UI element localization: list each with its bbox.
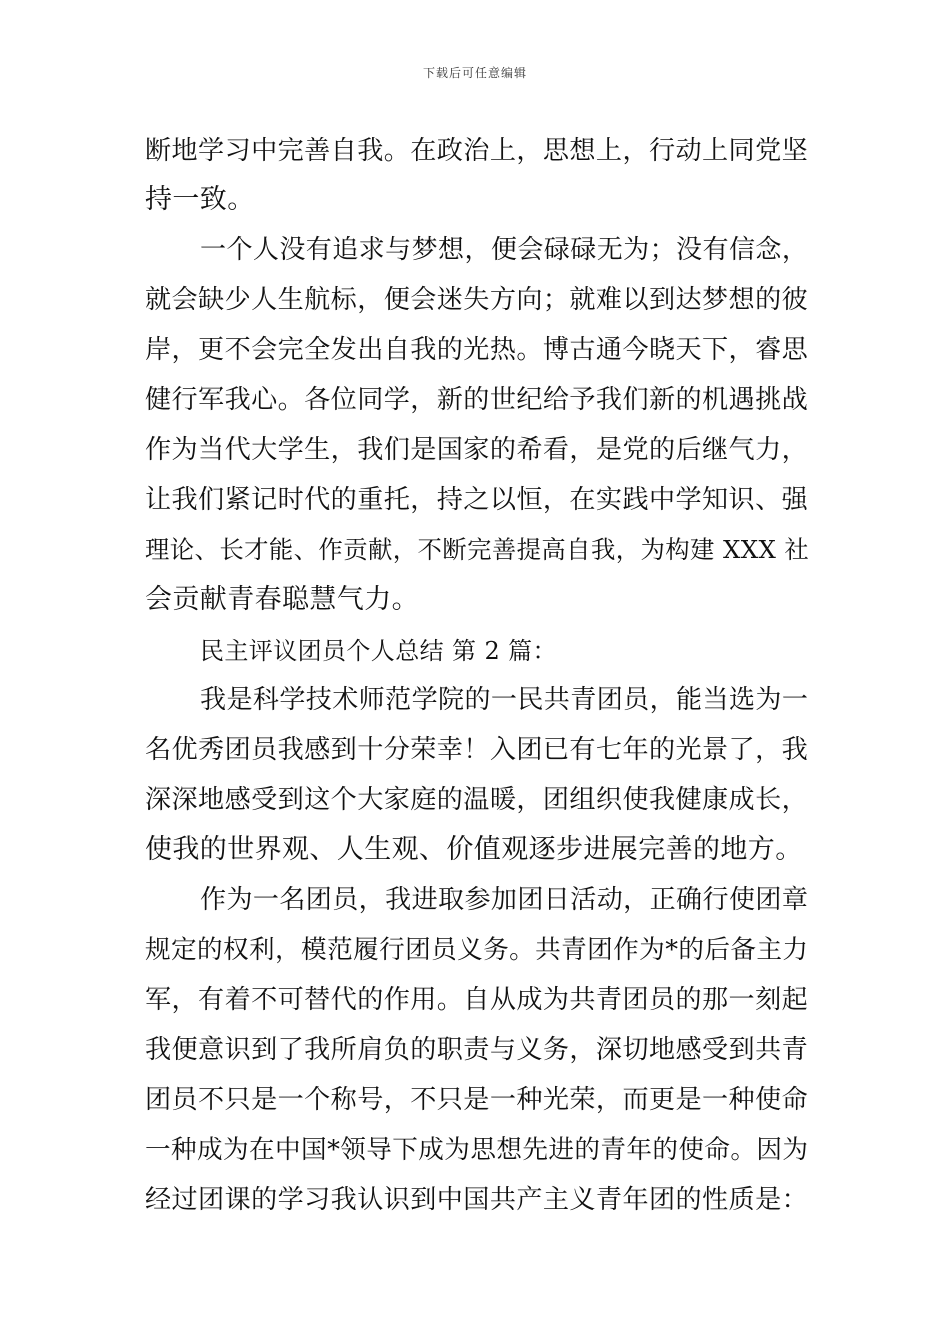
section-heading: 民主评议团员个人总结 第 2 篇： [200, 637, 557, 665]
paragraph-line: 我是科学技术师范学院的一民共青团员，能当选为一 [200, 685, 809, 715]
paragraph-line: 理论、长才能、作贡献，不断完善提高自我，为构建 XXX 社 [145, 535, 810, 564]
paragraph-line: 名优秀团员我感到十分荣幸！入团已有七年的光景了，我 [145, 735, 809, 765]
paragraph-line: 作为当代大学生，我们是国家的希看，是党的后继气力， [145, 435, 809, 465]
paragraph-line: 作为一名团员，我进取参加团日活动，正确行使团章 [200, 885, 809, 915]
paragraph-line: 断地学习中完善自我。在政治上，思想上，行动上同党坚 [145, 136, 809, 166]
paragraph-line: 健行军我心。各位同学，新的世纪给予我们新的机遇挑战 [145, 385, 809, 415]
paragraph-line: 就会缺少人生航标，便会迷失方向；就难以到达梦想的彼 [145, 285, 809, 315]
paragraph-line: 让我们紧记时代的重托，持之以恒，在实践中学知识、强 [145, 485, 809, 515]
paragraph-line: 使我的世界观、人生观、价值观逐步进展完善的地方。 [145, 834, 803, 865]
paragraph-line: 团员不只是一个称号，不只是一种光荣，而更是一种使命 [145, 1085, 809, 1115]
paragraph-line: 我便意识到了我所肩负的职责与义务，深切地感受到共青 [145, 1035, 809, 1065]
paragraph-line: 军，有着不可替代的作用。自从成为共青团员的那一刻起 [145, 985, 809, 1015]
paragraph-line: 会贡献青春聪慧气力。 [145, 584, 419, 615]
paragraph-line: 规定的权利，模范履行团员义务。共青团作为*的后备主力 [145, 935, 809, 965]
paragraph-line: 一种成为在中国*领导下成为思想先进的青年的使命。因为 [145, 1135, 809, 1165]
page-header: 下载后可任意编辑 [422, 66, 527, 80]
paragraph-line: 持一致。 [145, 184, 255, 215]
paragraph-line: 岸，更不会完全发出自我的光热。博古通今晓天下，睿思 [145, 335, 809, 365]
paragraph-line: 深深地感受到这个大家庭的温暖，团组织使我健康成长， [145, 785, 809, 815]
paragraph-line: 一个人没有追求与梦想，便会碌碌无为；没有信念， [200, 235, 809, 265]
paragraph-line: 经过团课的学习我认识到中国共产主义青年团的性质是： [145, 1185, 809, 1215]
